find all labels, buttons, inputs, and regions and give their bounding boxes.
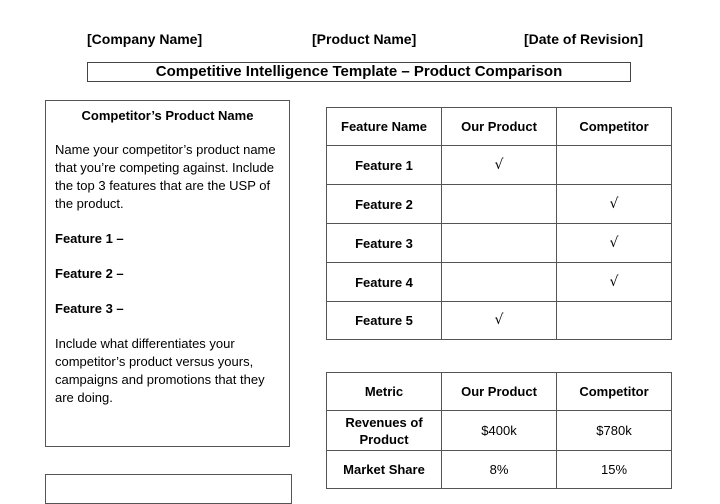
- feature-name-cell: Feature 1: [327, 146, 442, 185]
- competitor-box-intro: Name your competitor’s product name that you’re competing against. Include the top 3 features that are the USP of the product.: [55, 142, 276, 211]
- check-mark-icon: √: [442, 302, 557, 340]
- feature-name-cell: Feature 5: [327, 302, 442, 340]
- revision-date-placeholder: [Date of Revision]: [524, 31, 644, 47]
- column-header: Our Product: [442, 373, 557, 411]
- competitor-feature-1: Feature 1 –: [55, 231, 124, 246]
- column-header: Feature Name: [327, 108, 442, 146]
- table-row: [327, 146, 672, 185]
- metric-comparison-table: [326, 372, 672, 489]
- check-mark-icon: √: [557, 185, 672, 224]
- column-header: Competitor: [557, 108, 672, 146]
- product-name-placeholder: [Product Name]: [312, 31, 417, 47]
- competitor-box-outro: Include what differentiates your competitor’s product versus yours, campaigns and promotions that they are doing.: [55, 336, 265, 405]
- company-name-placeholder: [Company Name]: [87, 31, 203, 47]
- column-header: Competitor: [557, 373, 672, 411]
- secondary-box: [45, 474, 292, 504]
- check-mark-icon: √: [557, 263, 672, 302]
- table-row: [327, 302, 672, 340]
- table-header-row: [327, 108, 672, 146]
- check-mark-icon: [442, 224, 557, 263]
- column-header: Our Product: [442, 108, 557, 146]
- metric-value-cell: 15%: [557, 451, 672, 489]
- competitor-box-title: Competitor’s Product Name: [81, 108, 254, 123]
- feature-name-cell: Feature 3: [327, 224, 442, 263]
- competitor-feature-2: Feature 2 –: [55, 266, 124, 281]
- check-mark-icon: √: [557, 224, 672, 263]
- table-row: [327, 185, 672, 224]
- metric-name-cell: Market Share: [327, 451, 442, 489]
- feature-comparison-table: [326, 107, 672, 340]
- feature-name-cell: Feature 2: [327, 185, 442, 224]
- metric-name-cell: Revenues of Product: [327, 411, 442, 451]
- table-header-row: [327, 373, 672, 411]
- table-row: [327, 411, 672, 451]
- check-mark-icon: [442, 185, 557, 224]
- check-mark-icon: [442, 263, 557, 302]
- check-mark-icon: √: [442, 146, 557, 185]
- check-mark-icon: [557, 146, 672, 185]
- document-title: Competitive Intelligence Template – Product Comparison: [87, 62, 631, 82]
- table-row: [327, 224, 672, 263]
- feature-name-cell: Feature 4: [327, 263, 442, 302]
- metric-value-cell: $400k: [442, 411, 557, 451]
- competitor-product-box: [45, 100, 290, 447]
- column-header: Metric: [327, 373, 442, 411]
- competitor-feature-3: Feature 3 –: [55, 301, 124, 316]
- metric-value-cell: $780k: [557, 411, 672, 451]
- check-mark-icon: [557, 302, 672, 340]
- table-row: [327, 263, 672, 302]
- metric-value-cell: 8%: [442, 451, 557, 489]
